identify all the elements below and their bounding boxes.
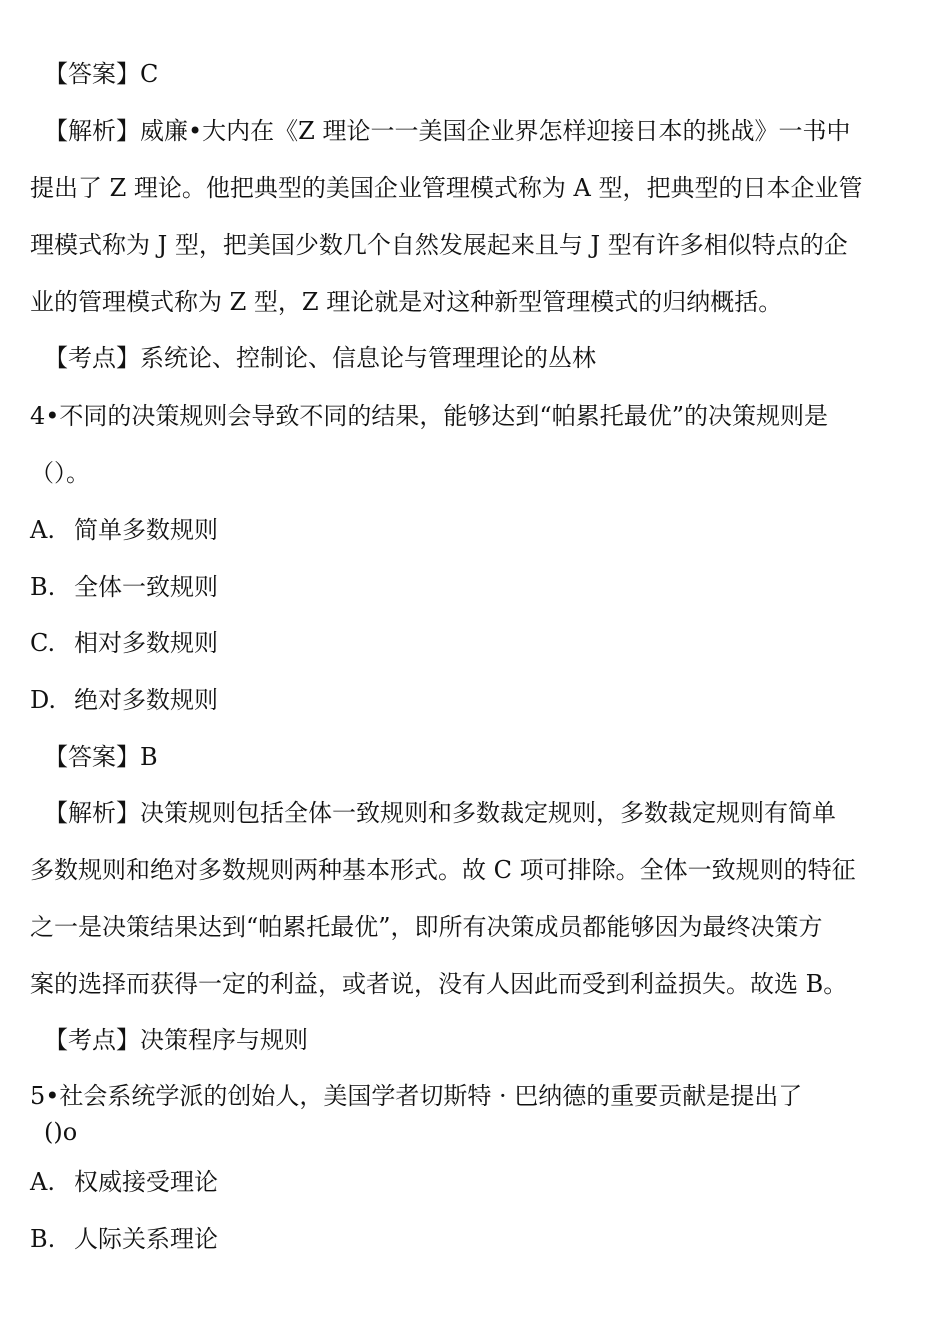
q4-stem-line-1: 4•不同的决策规则会导致不同的结果，能够达到“帕累托最优”的决策规则是 [30,402,828,430]
q5-option-a [30,1167,218,1197]
q4-analysis-line-1: 【解析】决策规则包括全体一致规则和多数裁定规则，多数裁定规则有简单 [44,799,836,827]
option-letter: B. [30,573,56,601]
q4-option-c [30,628,218,658]
q4-option-a [30,515,218,545]
q3-topic: 【考点】系统论、控制论、信息论与管理理论的丛林 [44,344,596,372]
q3-analysis-line-4: 业的管理模式称为 Z 型，Z 理论就是对这种新型管理模式的归纳概括。 [30,288,783,316]
option-letter: A. [30,1168,55,1196]
q4-analysis-line-3: 之一是决策结果达到“帕累托最优”，即所有决策成员都能够因为最终决策方 [30,913,823,941]
q5-stem-line-2: ()o [44,1118,78,1146]
option-text: 全体一致规则 [74,573,218,601]
option-letter: B. [30,1225,56,1253]
q3-answer: 【答案】C [44,60,159,88]
option-letter: D. [30,686,57,714]
option-text: 权威接受理论 [74,1168,218,1196]
q4-analysis-line-4: 案的选择而获得一定的利益，或者说，没有人因此而受到利益损失。故选 B。 [30,970,848,998]
option-text: 简单多数规则 [74,516,218,544]
q4-stem-line-2: （）。 [30,459,90,487]
q4-topic: 【考点】决策程序与规则 [44,1026,308,1054]
option-letter: A. [30,516,55,544]
option-text: 相对多数规则 [74,629,218,657]
q4-answer: 【答案】B [44,743,158,771]
option-letter: C. [30,629,56,657]
q5-option-b [30,1224,218,1254]
q3-analysis-line-3: 理模式称为 J 型，把美国少数几个自然发展起来且与 J 型有许多相似特点的企 [30,231,848,259]
q4-option-b [30,572,218,602]
q3-analysis-line-1: 【解析】威廉•大内在《Z 理论一一美国企业界怎样迎接日本的挑战》一书中 [44,117,851,145]
q4-option-d [30,685,218,715]
q3-analysis-line-2: 提出了 Z 理论。他把典型的美国企业管理模式称为 A 型，把典型的日本企业管 [30,174,863,202]
q5-stem-line-1: 5•社会系统学派的创始人，美国学者切斯特 · 巴纳德的重要贡献是提出了 [30,1082,803,1110]
option-text: 绝对多数规则 [74,686,218,714]
option-text: 人际关系理论 [74,1225,218,1253]
q4-analysis-line-2: 多数规则和绝对多数规则两种基本形式。故 C 项可排除。全体一致规则的特征 [30,856,856,884]
